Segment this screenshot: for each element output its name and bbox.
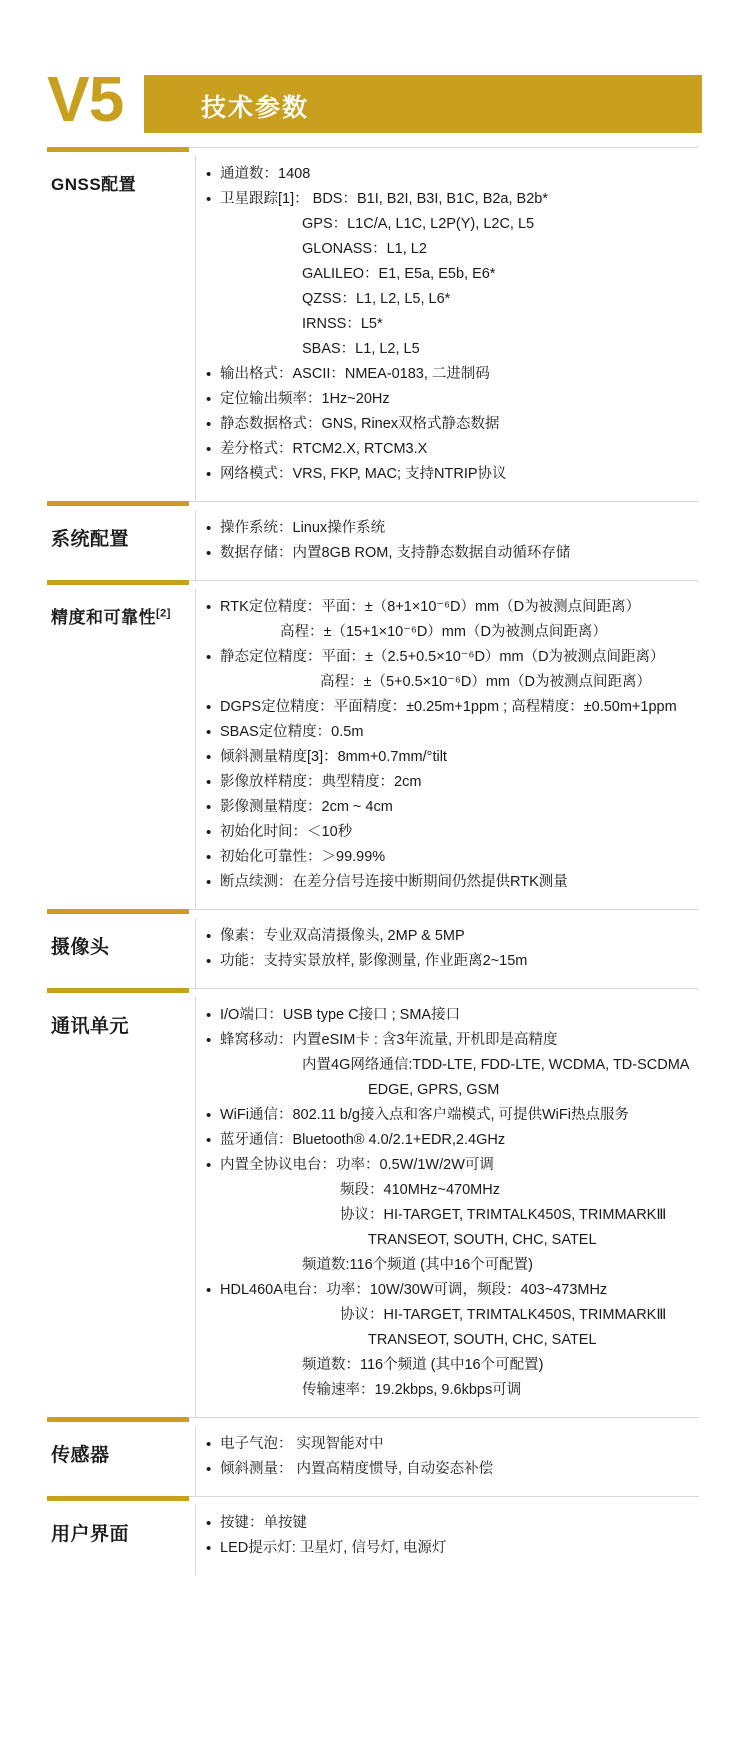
spec-section [47, 909, 707, 988]
product-model: V5 [47, 63, 124, 135]
section-body [47, 997, 707, 1417]
spec-row [196, 1511, 707, 1536]
bullet-icon: • [206, 166, 212, 183]
spec-row [196, 1128, 707, 1153]
spec-row [196, 645, 707, 670]
spec-row-text: 影像测量精度：2cm ~ 4cm [220, 799, 393, 815]
spec-row-text: 协议：HI-TARGET, TRIMTALK450S, TRIMMARKⅢ [340, 1307, 667, 1323]
spec-row [196, 387, 707, 412]
spec-row [196, 1536, 707, 1561]
page-header [47, 63, 702, 137]
section-label [47, 156, 195, 195]
spec-row [196, 237, 707, 262]
spec-row [196, 1378, 707, 1403]
bullet-icon: • [206, 391, 212, 408]
spec-row-text: QZSS：L1, L2, L5, L6* [302, 291, 451, 307]
bullet-icon: • [206, 1515, 212, 1532]
spec-row-text: 初始化可靠性：＞99.99% [220, 849, 386, 865]
spec-row-text: 影像放样精度：典型精度：2cm [220, 774, 422, 790]
section-accent-bar [47, 1496, 189, 1501]
spec-row [196, 595, 707, 620]
spec-row-text: 输出格式：ASCII：NMEA-0183, 二进制码 [220, 366, 490, 382]
section-accent-bar [47, 988, 189, 993]
section-label-text: 传感器 [51, 1445, 110, 1466]
section-label [47, 997, 195, 1038]
section-accent-bar [47, 501, 189, 506]
spec-row [196, 1003, 707, 1028]
bullet-icon: • [206, 1007, 212, 1024]
spec-row [196, 1078, 707, 1103]
spec-row [196, 437, 707, 462]
spec-section [47, 988, 707, 1417]
spec-row [196, 312, 707, 337]
spec-row-text: 初始化时间：＜10秒 [220, 824, 353, 840]
spec-sections [47, 147, 707, 1575]
spec-row [196, 1303, 707, 1328]
spec-row [196, 1353, 707, 1378]
spec-row-text: 电子气泡： 实现智能对中 [220, 1436, 384, 1452]
bullet-icon: • [206, 1132, 212, 1149]
spec-row-text: 频段：410MHz~470MHz [340, 1182, 500, 1198]
bullet-icon: • [206, 599, 212, 616]
section-label-text: 精度和可靠性 [51, 608, 156, 627]
spec-row [196, 1432, 707, 1457]
section-label-text: 用户界面 [51, 1524, 130, 1545]
spec-row [196, 287, 707, 312]
bullet-icon: • [206, 416, 212, 433]
spec-row [196, 820, 707, 845]
section-rows [195, 918, 707, 988]
bullet-icon: • [206, 545, 212, 562]
spec-section [47, 580, 707, 909]
spec-row-text: DGPS定位精度：平面精度：±0.25m+1ppm ; 高程精度：±0.50m+1ppm [220, 699, 677, 715]
spec-row [196, 1178, 707, 1203]
spec-row [196, 162, 707, 187]
spec-row [196, 745, 707, 770]
spec-row [196, 1153, 707, 1178]
spec-row-text: 高程：±（5+0.5×10⁻⁶D）mm（D为被测点间距离） [320, 674, 651, 690]
bullet-icon: • [206, 699, 212, 716]
bullet-icon: • [206, 874, 212, 891]
bullet-icon: • [206, 520, 212, 537]
bullet-icon: • [206, 1107, 212, 1124]
spec-row [196, 412, 707, 437]
spec-row-text: 蜂窝移动：内置eSIM卡 : 含3年流量, 开机即是高精度 [220, 1032, 558, 1048]
spec-row [196, 870, 707, 895]
bullet-icon: • [206, 1032, 212, 1049]
bullet-icon: • [206, 1461, 212, 1478]
spec-row-text: 频道数:116个频道 (其中16个可配置) [302, 1257, 533, 1273]
spec-row-text: 高程：±（15+1×10⁻⁶D）mm（D为被测点间距离） [280, 624, 607, 640]
spec-row-text: HDL460A电台：功率：10W/30W可调，频段：403~473MHz [220, 1282, 608, 1298]
page-title: 技术参数 [201, 94, 310, 122]
spec-row [196, 1253, 707, 1278]
spec-row [196, 695, 707, 720]
spec-row [196, 620, 707, 645]
bullet-icon: • [206, 849, 212, 866]
spec-row [196, 795, 707, 820]
spec-row [196, 541, 707, 566]
spec-row-text: 频道数：116个频道 (其中16个可配置) [302, 1357, 544, 1373]
spec-row-text: TRANSEOT, SOUTH, CHC, SATEL [368, 1232, 597, 1248]
bullet-icon: • [206, 466, 212, 483]
spec-row [196, 1457, 707, 1482]
spec-row [196, 1228, 707, 1253]
spec-row-text: 功能：支持实景放样, 影像测量, 作业距离2~15m [220, 953, 528, 969]
section-body [47, 1426, 707, 1496]
spec-row [196, 1203, 707, 1228]
spec-row [196, 770, 707, 795]
spec-row [196, 845, 707, 870]
spec-row-text: 内置4G网络通信:TDD-LTE, FDD-LTE, WCDMA, TD-SCDMA [302, 1057, 690, 1073]
bullet-icon: • [206, 824, 212, 841]
spec-row-text: 倾斜测量： 内置高精度惯导, 自动姿态补偿 [220, 1461, 494, 1477]
spec-row-text: LED提示灯: 卫星灯, 信号灯, 电源灯 [220, 1540, 447, 1556]
spec-row-text: 静态数据格式：GNS, Rinex双格式静态数据 [220, 416, 500, 432]
spec-row-text: 按键：单按键 [220, 1515, 307, 1531]
spec-row [196, 1328, 707, 1353]
bullet-icon: • [206, 953, 212, 970]
section-label-text: 系统配置 [51, 529, 130, 550]
spec-row-text: 倾斜测量精度[3]：8mm+0.7mm/°tilt [220, 749, 447, 765]
spec-row [196, 462, 707, 487]
bullet-icon: • [206, 1540, 212, 1557]
bullet-icon: • [206, 724, 212, 741]
spec-row-text: 通道数：1408 [220, 166, 311, 182]
spec-section [47, 501, 707, 580]
section-body [47, 510, 707, 580]
section-accent-bar [47, 909, 189, 914]
spec-row-text: 内置全协议电台：功率：0.5W/1W/2W可调 [220, 1157, 494, 1173]
section-accent-bar [47, 147, 189, 152]
bullet-icon: • [206, 749, 212, 766]
section-rows [195, 510, 707, 580]
spec-row [196, 187, 707, 212]
bullet-icon: • [206, 649, 212, 666]
bullet-icon: • [206, 799, 212, 816]
section-label-text: GNSS配置 [51, 175, 137, 194]
section-label [47, 1426, 195, 1467]
spec-row [196, 516, 707, 541]
spec-row [196, 1278, 707, 1303]
section-label-footnote: [2] [156, 607, 171, 620]
section-label [47, 1505, 195, 1546]
spec-row-text: 协议：HI-TARGET, TRIMTALK450S, TRIMMARKⅢ [340, 1207, 667, 1223]
bullet-icon: • [206, 191, 212, 208]
section-rows [195, 1426, 707, 1496]
bullet-icon: • [206, 1282, 212, 1299]
spec-row [196, 1028, 707, 1053]
section-label-text: 摄像头 [51, 937, 110, 958]
spec-row-text: EDGE, GPRS, GSM [368, 1082, 500, 1098]
spec-row-text: 蓝牙通信：Bluetooth® 4.0/2.1+EDR,2.4GHz [220, 1132, 506, 1148]
spec-row-text: 卫星跟踪[1]： BDS：B1I, B2I, B3I, B1C, B2a, B2b* [220, 191, 548, 207]
spec-row [196, 337, 707, 362]
spec-row-text: 断点续测：在差分信号连接中断期间仍然提供RTK测量 [220, 874, 568, 890]
spec-row-text: GALILEO：E1, E5a, E5b, E6* [302, 266, 496, 282]
section-rows [195, 997, 707, 1417]
spec-row [196, 262, 707, 287]
section-body [47, 918, 707, 988]
section-accent-bar [47, 580, 189, 585]
spec-row [196, 212, 707, 237]
bullet-icon: • [206, 774, 212, 791]
section-label [47, 918, 195, 959]
spec-row-text: 定位输出频率：1Hz~20Hz [220, 391, 390, 407]
spec-row [196, 670, 707, 695]
spec-row [196, 720, 707, 745]
spec-section [47, 1496, 707, 1575]
spec-row-text: 操作系统：Linux操作系统 [220, 520, 386, 536]
spec-row-text: TRANSEOT, SOUTH, CHC, SATEL [368, 1332, 597, 1348]
spec-row-text: IRNSS：L5* [302, 316, 383, 332]
spec-row-text: GPS：L1C/A, L1C, L2P(Y), L2C, L5 [302, 216, 535, 232]
spec-row-text: 差分格式：RTCM2.X, RTCM3.X [220, 441, 428, 457]
section-body [47, 589, 707, 909]
bullet-icon: • [206, 1157, 212, 1174]
spec-row [196, 949, 707, 974]
spec-row-text: 数据存储：内置8GB ROM, 支持静态数据自动循环存储 [220, 545, 571, 561]
spec-row [196, 1103, 707, 1128]
bullet-icon: • [206, 366, 212, 383]
spec-section [47, 1417, 707, 1496]
spec-section [47, 147, 707, 501]
spec-row [196, 924, 707, 949]
spec-row-text: 像素：专业双高清摄像头, 2MP & 5MP [220, 928, 465, 944]
spec-row-text: SBAS定位精度：0.5m [220, 724, 364, 740]
bullet-icon: • [206, 441, 212, 458]
section-label [47, 510, 195, 551]
spec-row-text: 网络模式：VRS, FKP, MAC; 支持NTRIP协议 [220, 466, 507, 482]
spec-row-text: 静态定位精度：平面：±（2.5+0.5×10⁻⁶D）mm（D为被测点间距离） [220, 649, 665, 665]
section-accent-bar [47, 1417, 189, 1422]
spec-row-text: WiFi通信：802.11 b/g接入点和客户端模式, 可提供WiFi热点服务 [220, 1107, 629, 1123]
section-body [47, 156, 707, 501]
spec-row-text: GLONASS：L1, L2 [302, 241, 427, 257]
section-rows [195, 1505, 707, 1575]
section-label-text: 通讯单元 [51, 1016, 130, 1037]
spec-row-text: RTK定位精度：平面：±（8+1×10⁻⁶D）mm（D为被测点间距离） [220, 599, 641, 615]
section-rows [195, 589, 707, 909]
spec-row-text: I/O端口：USB type C接口 ; SMA接口 [220, 1007, 461, 1023]
spec-row [196, 1053, 707, 1078]
section-body [47, 1505, 707, 1575]
spec-row-text: 传输速率：19.2kbps, 9.6kbps可调 [302, 1382, 522, 1398]
section-label [47, 589, 195, 628]
section-rows [195, 156, 707, 501]
bullet-icon: • [206, 928, 212, 945]
spec-row-text: SBAS：L1, L2, L5 [302, 341, 420, 357]
spec-row [196, 362, 707, 387]
bullet-icon: • [206, 1436, 212, 1453]
